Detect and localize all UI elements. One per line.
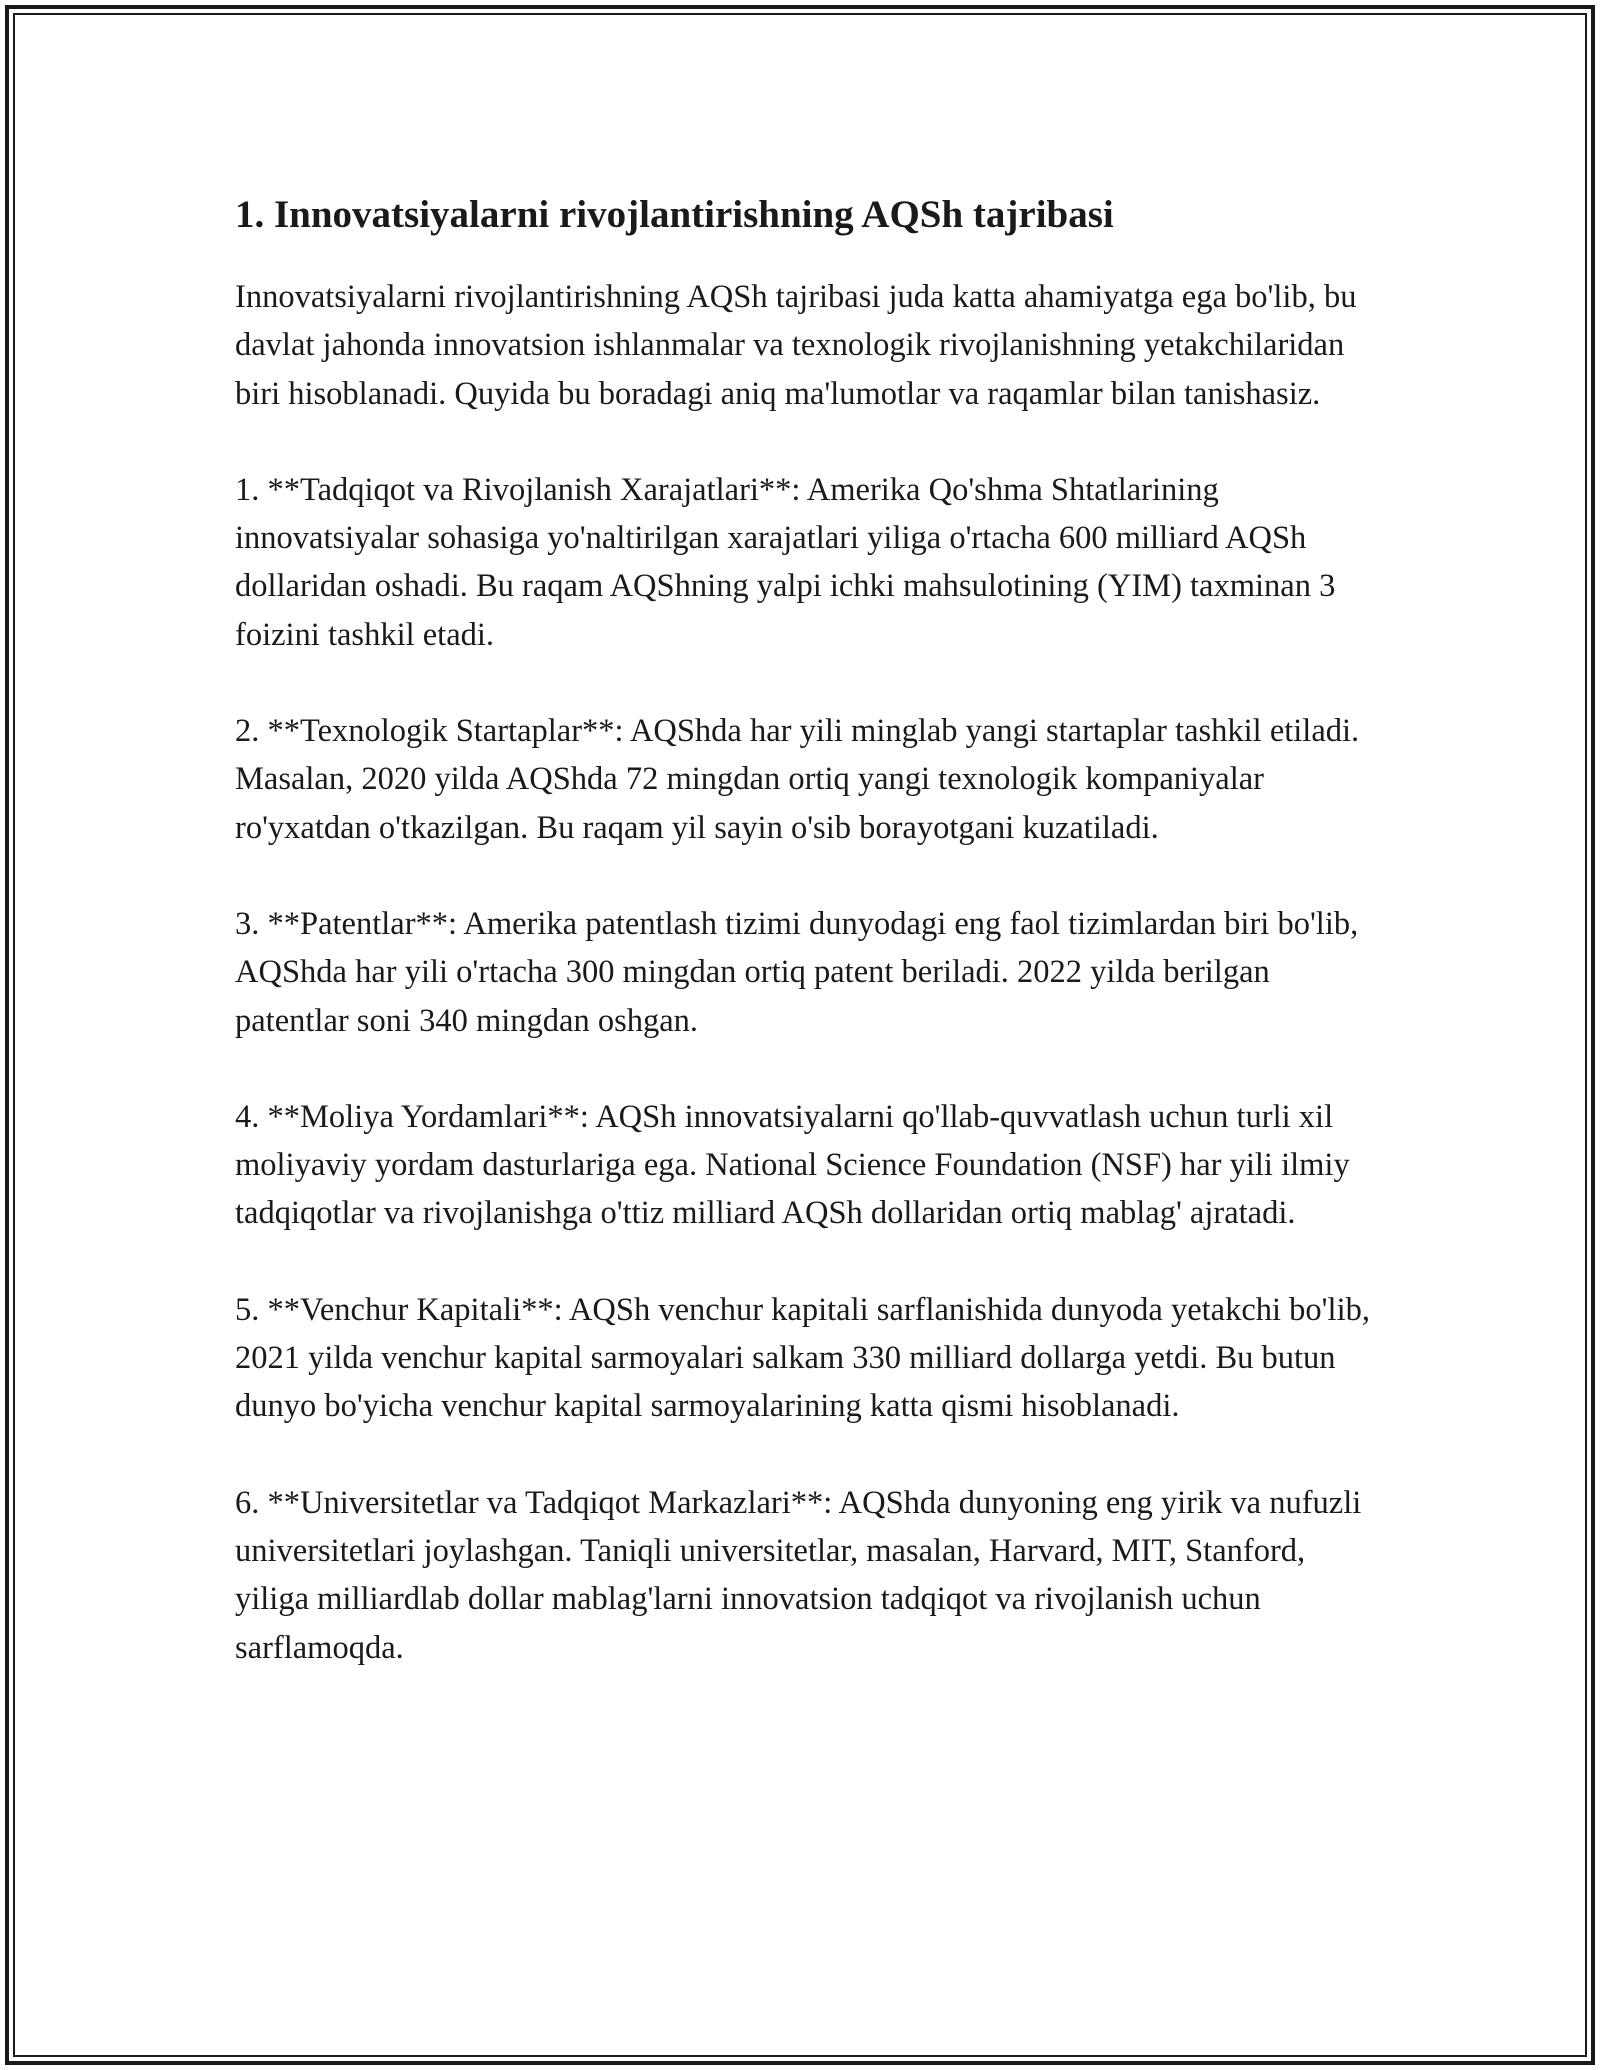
document-body <box>235 185 1385 1720</box>
intro-paragraph: Innovatsiyalarni rivojlantirishning AQSh tajribasi juda katta ahamiyatga ega bo'lib, bu davlat jahonda innovatsion ishlanmalar va texnologik rivojlanishning yetakchilaridan biri hisoblanadi. Quyida bu boradagi aniq ma'lumotlar va raqamlar bilan tanishasiz. <box>235 279 1357 412</box>
list-item-universities: 6. **Universitetlar va Tadqiqot Markazlari**: AQShda dunyoning eng yirik va nufuzli universitetlari joylashgan. Taniqli universitetlar, masalan, Harvard, MIT, Stanford, yiliga milliardlab dollar mablag'larni innovatsion tadqiqot va rivojlanish uchun sarflamoqda. <box>235 1484 1362 1666</box>
list-item-patents: 3. **Patentlar**: Amerika patentlash tizimi dunyodagi eng faol tizimlardan biri bo'lib, AQShda har yili o'rtacha 300 mingdan ortiq patent beriladi. 2022 yilda berilgan patentlar soni 340 mingdan oshgan. <box>235 905 1359 1039</box>
list-item-rnd-expenses: 1. **Tadqiqot va Rivojlanish Xarajatlari**: Amerika Qo'shma Shtatlarining innovatsiyalar sohasiga yo'naltirilgan xarajatlari yiliga o'rtacha 600 milliard AQSh dollaridan oshadi. Bu raqam AQShning yalpi ichki mahsulotining (YIM) taxminan 3 foizini tashkil etadi. <box>235 471 1336 653</box>
list-item-tech-startups: 2. **Texnologik Startaplar**: AQShda har yili minglab yangi startaplar tashkil etiladi. Masalan, 2020 yilda AQShda 72 mingdan ortiq yangi texnologik kompaniyalar ro'yxatdan o'tkazilgan. Bu raqam yil sayin o'sib borayotgani kuzatiladi. <box>235 713 1360 846</box>
list-item-venture-capital: 5. **Venchur Kapitali**: AQSh venchur kapitali sarflanishida dunyoda yetakchi bo'lib, 2021 yilda venchur kapital sarmoyalari salkam 330 milliard dollarga yetdi. Bu butun dunyo bo'yicha venchur kapital sarmoyalarining katta qismi hisoblanadi. <box>235 1291 1370 1425</box>
list-item-financial-aid: 4. **Moliya Yordamlari**: AQSh innovatsiyalarni qo'llab-quvvatlash uchun turli xil moliyaviy yordam dasturlariga ega. National Science Foundation (NSF) har yili ilmiy tadqiqotlar va rivojlanishga o'ttiz milliard AQSh dollaridan ortiq mablag' ajratadi. <box>235 1098 1350 1232</box>
section-heading: 1. Innovatsiyalarni rivojlantirishning AQSh tajribasi <box>235 193 1114 236</box>
